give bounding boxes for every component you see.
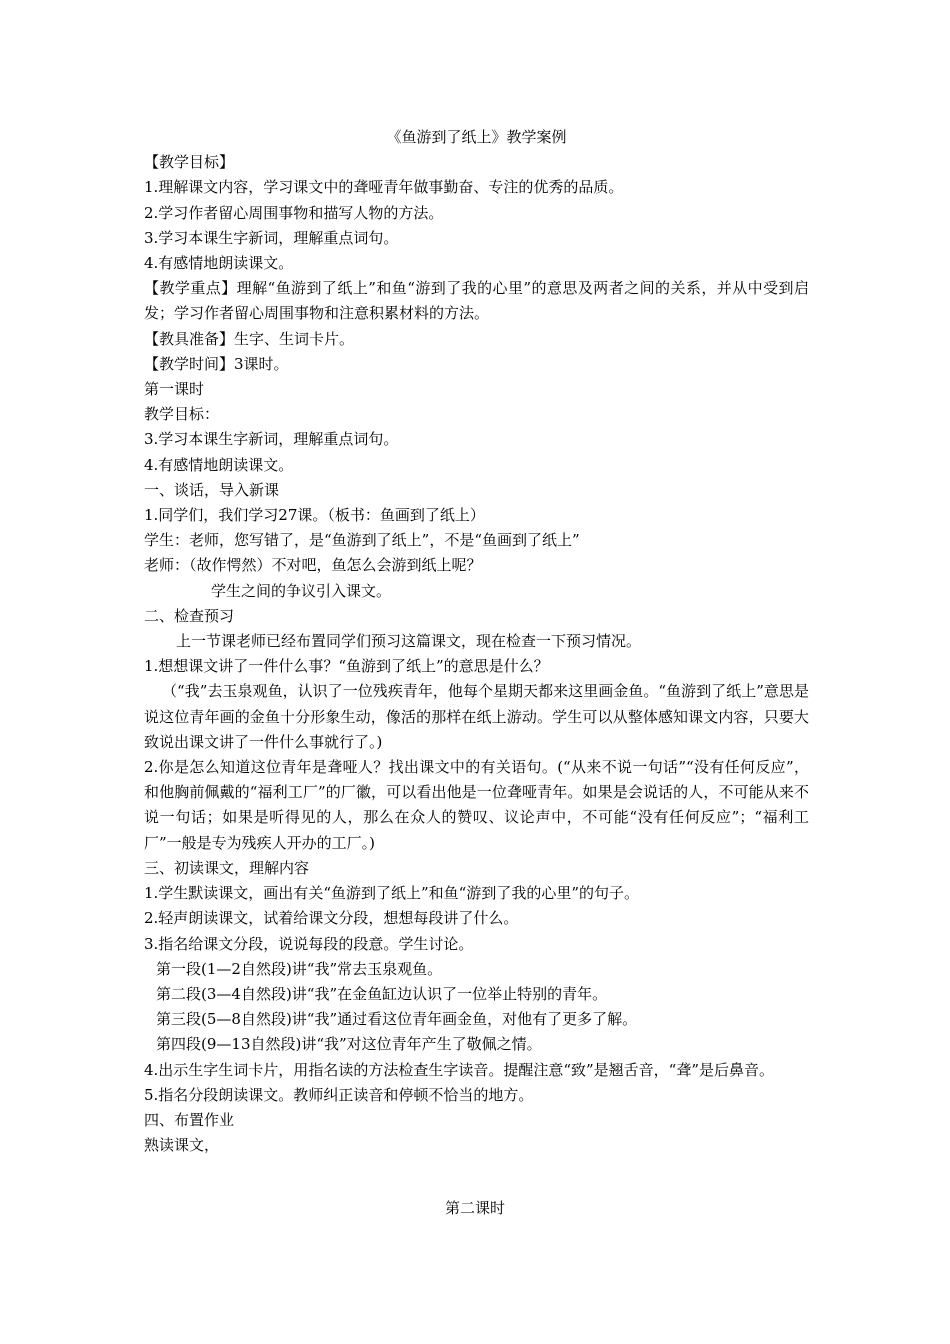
section3-line: 1.学生默读课文，画出有关“鱼游到了纸上”和鱼“游到了我的心里”的句子。 <box>144 884 639 903</box>
section3-line: 4.出示生字生词卡片，用指名读的方法检查生字读音。提醒注意“致”是翘舌音，“聋”是后鼻音。 <box>144 1060 774 1079</box>
section1-heading: 一、谈话，导入新课 <box>144 480 280 499</box>
section1-line: 老师：（故作愕然）不对吧，鱼怎么会游到纸上呢？ <box>144 556 482 575</box>
section2-question: 1.想想课文讲了一件什么事？“鱼游到了纸上”的意思是什么？ <box>144 657 549 676</box>
goal-item: 3.学习本课生字新词，理解重点词句。 <box>144 228 399 247</box>
section2-heading: 二、检查预习 <box>144 606 235 625</box>
section2-question: 2.你是怎么知道这位青年是聋哑人？找出课文中的有关语句。(“从来不说一句话”“没有任何反应”，和他胸前佩戴的“福利工厂”的厂徽，可以看出他是一位聋哑青年。如果是会说话的人，不可能从来不说一句话；如果是听得见的人，那么在众人的赞叹、议论声中，不可能“没有任何反应”；“福利工厂”一般是专为残疾人开办的工厂。) <box>144 758 809 852</box>
section3-line: 2.轻声朗读课文，试着给课文分段，想想每段讲了什么。 <box>144 909 519 928</box>
key-points-paragraph: 【教学重点】理解“鱼游到了纸上”和鱼“游到了我的心里”的意思及两者之间的关系，并从中受到启发；学习作者留心周围事物和注意积累材料的方法。 <box>144 279 809 323</box>
section4-heading: 四、布置作业 <box>144 1110 235 1129</box>
section3-heading: 三、初读课文，理解内容 <box>144 858 310 877</box>
lesson1-goal-item: 3.学习本课生字新词，理解重点词句。 <box>144 430 399 449</box>
segment-item: 第三段(5—8自然段)讲“我”通过看这位青年画金鱼，对他有了更多了解。 <box>156 1010 638 1029</box>
segment-item: 第二段(3—4自然段)讲“我”在金鱼缸边认识了一位举止特别的青年。 <box>156 984 608 1003</box>
section1-line: 学生之间的争议引入课文。 <box>211 581 392 600</box>
goals-heading: 【教学目标】 <box>144 153 235 172</box>
lesson1-goal-item: 4.有感情地朗读课文。 <box>144 455 294 474</box>
lesson1-goals-label: 教学目标： <box>144 405 220 424</box>
section3-line: 3.指名给课文分段，说说每段的段意。学生讨论。 <box>144 934 474 953</box>
segment-item: 第四段(9—13自然段)讲“我”对这位青年产生了敬佩之情。 <box>156 1035 542 1054</box>
section2-intro: 上一节课老师已经布置同学们预习这篇课文，现在检查一下预习情况。 <box>176 632 642 651</box>
goal-item: 2.学习作者留心周围事物和描写人物的方法。 <box>144 203 444 222</box>
time-line: 【教学时间】3课时。 <box>144 354 289 373</box>
document-body <box>144 125 809 1158</box>
tools-line: 【教具准备】生字、生词卡片。 <box>144 329 355 348</box>
segment-item: 第一段(1—2自然段)讲“我”常去玉泉观鱼。 <box>156 959 443 978</box>
section4-line: 熟读课文， <box>144 1136 220 1155</box>
section3-line: 5.指名分段朗读课文。教师纠正读音和停顿不恰当的地方。 <box>144 1085 534 1104</box>
lesson2-heading: 第二课时 <box>444 1199 505 1217</box>
goal-item: 1.理解课文内容，学习课文中的聋哑青年做事勤奋、专注的优秀的品质。 <box>144 178 624 197</box>
section1-line: 学生：老师，您写错了，是“鱼游到了纸上”，不是“鱼画到了纸上” <box>144 531 580 550</box>
section1-line: 1.同学们，我们学习27课。（板书：鱼画到了纸上） <box>144 506 485 525</box>
lesson1-heading: 第一课时 <box>144 380 205 399</box>
document-title: 《鱼游到了纸上》教学案例 <box>386 128 567 146</box>
goal-item: 4.有感情地朗读课文。 <box>144 254 294 273</box>
section2-answer: （“我”去玉泉观鱼，认识了一位残疾青年，他每个星期天都来这里画金鱼。“鱼游到了纸上”意思是说这位青年画的金鱼十分形象生动，像活的那样在纸上游动。学生可以从整体感知课文内容，只要大致说出课文讲了一件什么事就行了。) <box>144 682 809 751</box>
